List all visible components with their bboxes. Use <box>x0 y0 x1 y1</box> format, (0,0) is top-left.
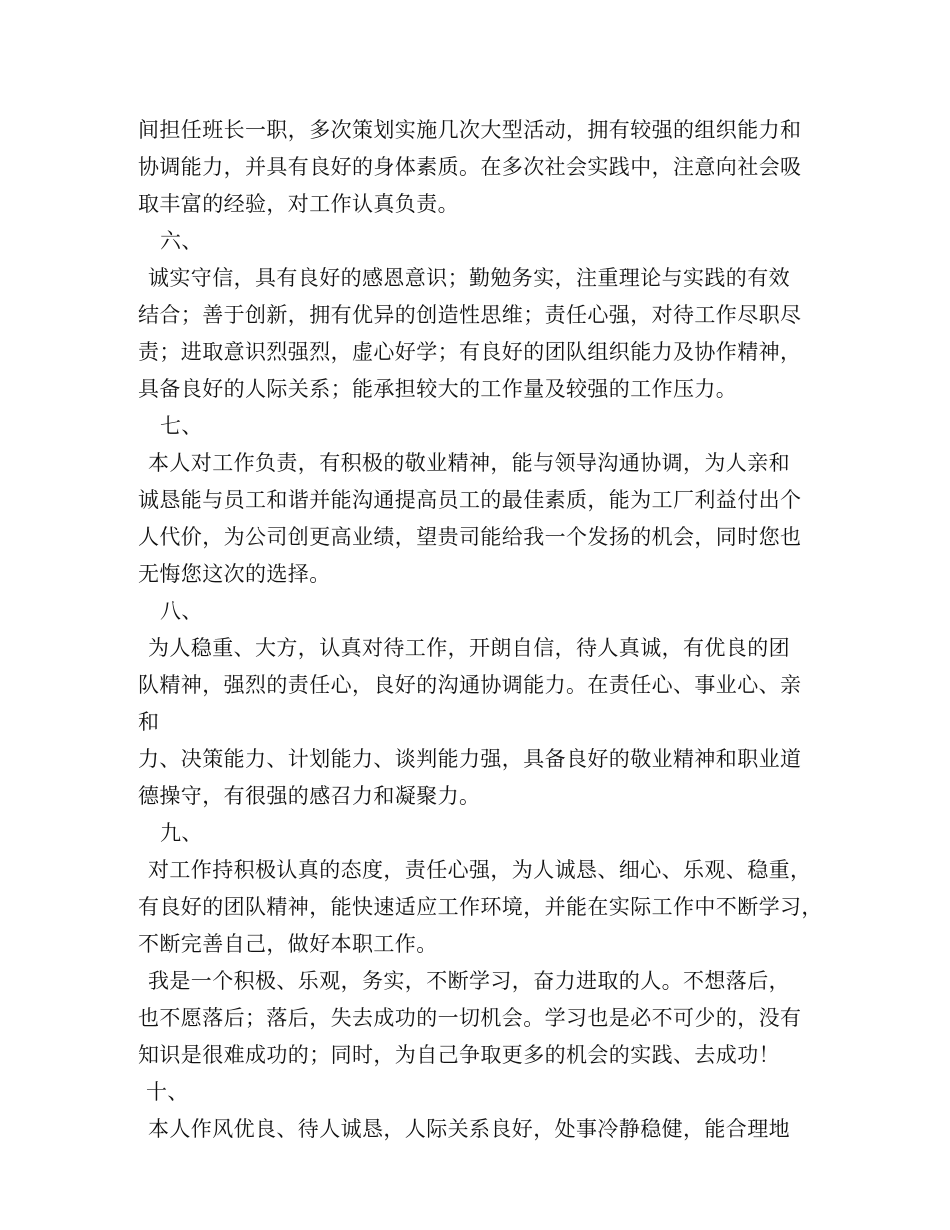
body-text-line: 本人对工作负责，有积极的敬业精神，能与领导沟通协调，为人亲和 <box>148 451 790 475</box>
body-text-line: 无悔您这次的选择。 <box>138 562 331 586</box>
body-text-line: 德操守，有很强的感召力和凝聚力。 <box>138 784 481 808</box>
body-text-line: 知识是很难成功的；同时，为自己争取更多的机会的实践、去成功！ <box>138 1043 780 1067</box>
section-heading-6: 六、 <box>160 229 203 253</box>
body-text-line: 具备良好的人际关系；能承担较大的工作量及较强的工作压力。 <box>138 377 738 401</box>
body-text-line: 有良好的团队精神，能快速适应工作环境，并能在实际工作中不断学习， <box>138 895 823 919</box>
body-text-line: 我是一个积极、乐观，务实，不断学习，奋力进取的人。不想落后， <box>148 969 790 993</box>
body-text-line: 间担任班长一职，多次策划实施几次大型活动，拥有较强的组织能力和 <box>138 118 802 142</box>
body-text-line: 诚恳能与员工和谐并能沟通提高员工的最佳素质，能为工厂利益付出个 <box>138 488 802 512</box>
body-text-line: 结合；善于创新，拥有优异的创造性思维；责任心强，对待工作尽职尽 <box>138 303 802 327</box>
body-text-line: 取丰富的经验，对工作认真负责。 <box>138 192 459 216</box>
body-text-line: 也不愿落后；落后，失去成功的一切机会。学习也是必不可少的，没有 <box>138 1006 802 1030</box>
body-text-line: 队精神，强烈的责任心，良好的沟通协调能力。在责任心、事业心、亲 <box>138 673 802 697</box>
section-heading-8: 八、 <box>160 599 203 623</box>
section-heading-9: 九、 <box>160 821 203 845</box>
body-text-line: 对工作持积极认真的态度，责任心强，为人诚恳、细心、乐观、稳重， <box>148 858 812 882</box>
section-heading-7: 七、 <box>160 414 203 438</box>
body-text-line: 责；进取意识烈强烈，虚心好学；有良好的团队组织能力及协作精神， <box>138 340 802 364</box>
section-heading-10: 十、 <box>146 1080 189 1104</box>
body-text-line: 本人作风优良、待人诚恳，人际关系良好，处事冷静稳健，能合理地 <box>148 1117 790 1141</box>
body-text-line: 力、决策能力、计划能力、谈判能力强，具备良好的敬业精神和职业道 <box>138 747 802 771</box>
body-text-line: 为人稳重、大方，认真对待工作，开朗自信，待人真诚，有优良的团 <box>148 636 790 660</box>
body-text-line: 协调能力，并具有良好的身体素质。在多次社会实践中，注意向社会吸 <box>138 155 802 179</box>
body-text-line: 人代价，为公司创更高业绩，望贵司能给我一个发扬的机会，同时您也 <box>138 525 802 549</box>
body-text-line: 不断完善自己，做好本职工作。 <box>138 932 438 956</box>
body-text-line: 诚实守信，具有良好的感恩意识；勤勉务实，注重理论与实践的有效 <box>148 266 790 290</box>
body-text-line: 和 <box>138 710 160 734</box>
